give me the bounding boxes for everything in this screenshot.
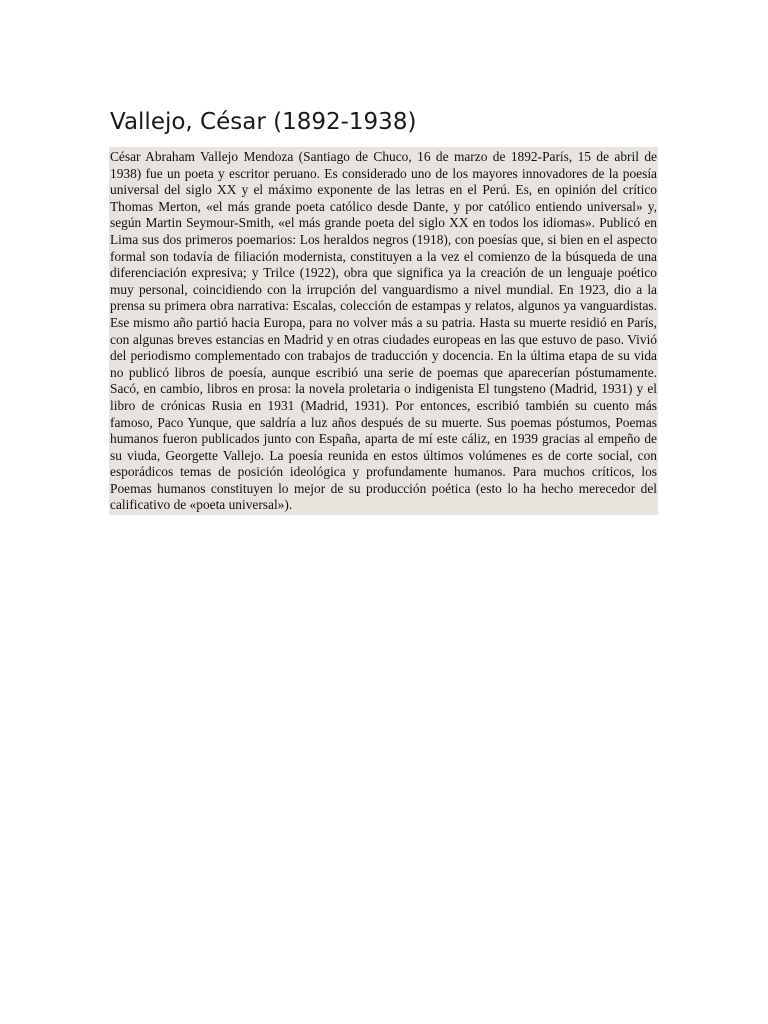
page-title: Vallejo, César (1892-1938) [110, 109, 417, 135]
biography-paragraph: César Abraham Vallejo Mendoza (Santiago de Chuco, 16 de marzo de 1892-París, 15 de abril de 1938) fue un poeta y escritor peruano. Es considerado uno de los mayores innovadores de la poesía universal del siglo XX y el máximo exponente de las letras en el Perú. Es, en opinión del crítico Thomas Merton, «el más grande poeta católico desde Dante, y por católico entiendo universal» y, según Martin Seymour-Smith, «el más grande poeta del siglo XX en todos los idiomas». Publicó en Lima sus dos primeros poemarios: Los heraldos negros (1918), con poesías que, si bien en el aspecto formal son todavía de filiación modernista, constituyen a la vez el comienzo de la búsqueda de una diferenciación expresiva; y Trilce (1922), obra que significa ya la creación de un lenguaje poético muy personal, coincidiendo con la irrupción del vanguardismo a nivel mundial. En 1923, dio a la prensa su primera obra narrativa: Escalas, colección de estampas y relatos, algunos ya vanguardistas. Ese mismo año partió hacia Europa, para no volver más a su patria. Hasta su muerte residió en París, con algunas breves estancias en Madrid y en otras ciudades europeas en las que estuvo de paso. Vivió del periodismo complementado con trabajos de traducción y docencia. En la última etapa de su vida no publicó libros de poesía, aunque escribió una serie de poemas que aparecerían póstumamente. Sacó, en cambio, libros en prosa: la novela proletaria o indigenista El tungsteno (Madrid, 1931) y el libro de crónicas Rusia en 1931 (Madrid, 1931). Por entonces, escribió también su cuento más famoso, Paco Yunque, que saldría a luz años después de su muerte. Sus poemas póstumos, Poemas humanos fueron publicados junto con España, aparta de mí este cáliz, en 1939 gracias al empeño de su viuda, Georgette Vallejo. La poesía reunida en estos últimos volúmenes es de corte social, con esporádicos temas de posición ideológica y profundamente humanos. Para muchos críticos, los Poemas humanos constituyen lo mejor de su producción poética (esto lo ha hecho merecedor del calificativo de «poeta universal»). [109, 147, 658, 515]
